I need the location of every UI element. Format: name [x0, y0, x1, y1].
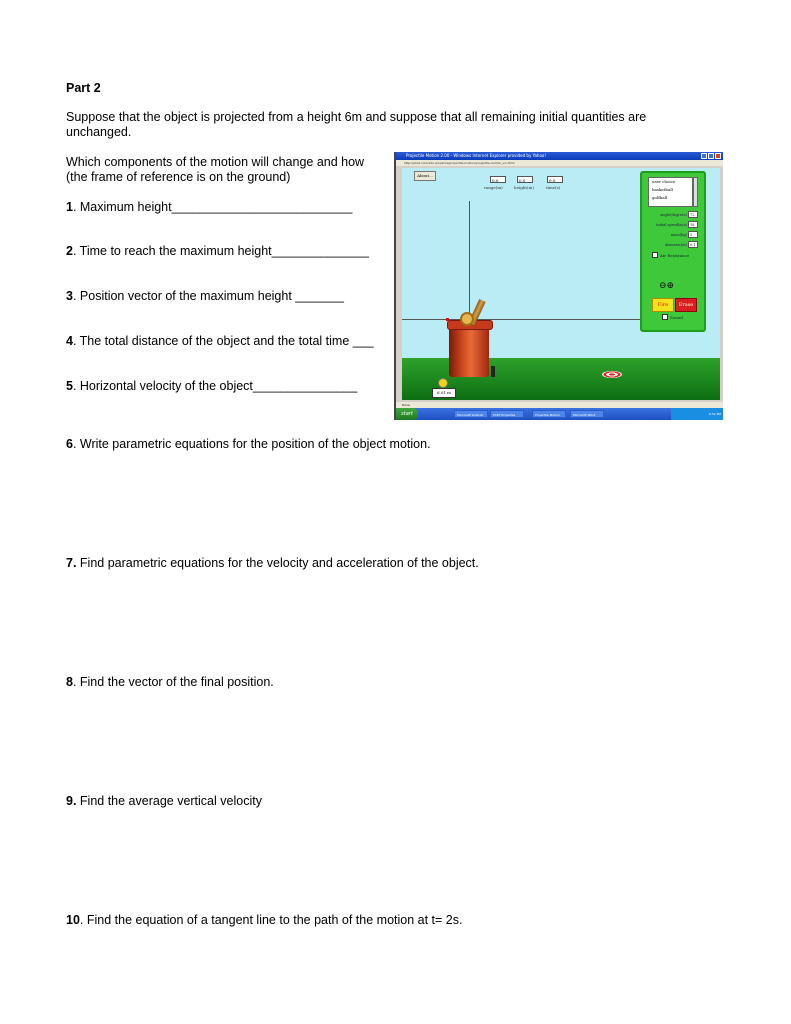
diameter-row: diameter(m) 0.1: [665, 241, 698, 248]
height-readout: 6.01 m: [432, 388, 456, 398]
zoom-icons: ⊖⊕: [659, 281, 675, 291]
question-9: 9. Find the average vertical velocity: [66, 794, 262, 808]
question-8: 8. Find the vector of the final position.: [66, 675, 274, 689]
angle-row: angle(degrees) 72: [660, 211, 698, 218]
simulator-screenshot: [394, 152, 723, 425]
height-label: height(m): [514, 185, 534, 190]
question-intro-line1: Which components of the motion will change and how: [66, 155, 365, 169]
time-field: 0.0: [547, 176, 563, 183]
maximize-icon: [708, 153, 714, 159]
part-heading: Part 2: [66, 81, 101, 95]
cannon-wheel: [460, 312, 474, 326]
system-tray: 6:52 PM: [671, 408, 723, 420]
erase-button: Erase: [675, 298, 697, 312]
intro-paragraph: Suppose that the object is projected from a height 6m and suppose that all remaining initial quantities are unchanged.: [66, 110, 647, 139]
sound-checkbox: Sound: [662, 314, 683, 320]
minimize-icon: [701, 153, 707, 159]
target-icon: [602, 371, 622, 378]
speed-row: initial speed(m/s) 18: [656, 221, 698, 228]
question-4: 4. The total distance of the object and the total time ___: [66, 334, 374, 348]
question-10: 10. Find the equation of a tangent line to the path of the motion at t= 2s.: [66, 913, 463, 927]
time-label: time(s): [546, 185, 561, 190]
taskbar-item: Microsoft Word: [570, 410, 604, 418]
cannon-platform: [449, 325, 489, 377]
fire-button: Fire: [652, 298, 674, 312]
question-6: 6. Write parametric equations for the position of the object motion.: [66, 437, 431, 451]
air-resistance-checkbox: Air Resistance: [652, 252, 689, 258]
taskbar-item: Microsoft Outlook Web...: [454, 410, 488, 418]
range-label: range(m): [484, 185, 503, 190]
sim-control-panel: [640, 171, 706, 332]
question-3: 3. Position vector of the maximum height _______: [66, 289, 344, 303]
mass-row: mass(kg) 2: [671, 231, 698, 238]
projectile-list: [648, 177, 693, 207]
launch-point-marker: [446, 318, 449, 321]
sim-title-bar: Projectile Motion 2.00 - Windows Internet Explorer provided by Yahoo!: [396, 152, 723, 160]
projectile-option: user choice: [652, 179, 676, 184]
sim-address-bar: http://phet.colorado.edu/sims/projectile-motion/projectile-motion_en.html: [396, 160, 723, 166]
person-figure: [491, 366, 495, 377]
range-field: 0.0: [490, 176, 506, 183]
close-icon: [715, 153, 721, 159]
sim-about-button: About...: [414, 171, 436, 181]
height-handle-icon: [438, 378, 448, 388]
projectile-option: golfball: [652, 195, 668, 200]
start-button: start: [396, 408, 418, 420]
question-7: 7. Find parametric equations for the velocity and acceleration of the object.: [66, 556, 479, 570]
question-intro-line2: (the frame of reference is on the ground): [66, 170, 291, 184]
taskbar-item: PhET Projectile Moti...: [490, 410, 524, 418]
sim-horizontal-axis: [402, 319, 642, 320]
sim-window-buttons: [701, 153, 721, 159]
question-2: 2. Time to reach the maximum height______________: [66, 244, 369, 258]
question-1: 1. Maximum height__________________________: [66, 200, 353, 214]
taskbar-item: Projectile Motion 2.00...: [532, 410, 566, 418]
question-5: 5. Horizontal velocity of the object_______________: [66, 379, 358, 393]
height-field: 0.0: [517, 176, 533, 183]
projectile-option: basketball: [652, 187, 673, 192]
windows-taskbar: [396, 408, 723, 425]
projectile-list-scrollbar: [693, 177, 698, 207]
browser-status-bar: Done: [396, 402, 723, 408]
